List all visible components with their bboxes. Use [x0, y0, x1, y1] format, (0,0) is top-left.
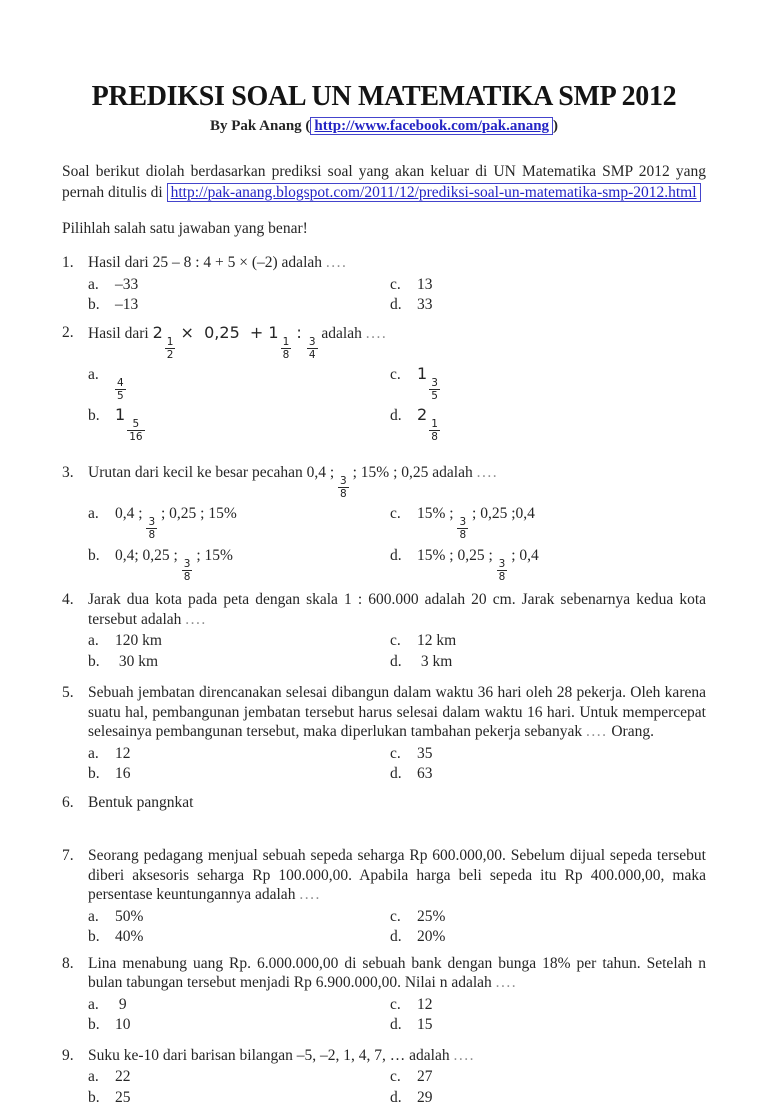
question-number: 8.: [62, 954, 74, 972]
dotted-blank: ....: [476, 463, 499, 481]
answer-options: [88, 907, 706, 948]
question-content: [88, 253, 706, 316]
dotted-blank: ....: [365, 324, 388, 342]
option-letter: b.: [88, 928, 100, 946]
answer-option-c: [390, 995, 706, 1016]
option-letter: a.: [88, 995, 99, 1013]
answer-option-c: [390, 275, 706, 296]
answer-option-b: [88, 652, 390, 673]
question-text: Lina menabung uang Rp. 6.000.000,00 di sebuah bank dengan bunga 18% per tahun. Setelah n bulan tabungan tersebut menjadi Rp 6.900.000,00. Nilai n adalah ....: [88, 954, 706, 992]
fraction: $\frac{3}{4}$: [308, 335, 316, 361]
question-content: [88, 793, 706, 813]
math-expression: [115, 364, 126, 402]
question-number: 1.: [62, 254, 74, 271]
option-value: 12: [115, 744, 131, 762]
option-letter: a.: [88, 907, 99, 925]
option-letter: d.: [390, 1016, 402, 1034]
option-value: 12 km: [417, 632, 457, 650]
question-item: [62, 954, 706, 1036]
option-value: 22: [115, 1068, 131, 1086]
option-value: 12: [417, 995, 433, 1013]
intro-paragraph: [62, 162, 706, 203]
byline-suffix: ): [553, 118, 559, 134]
option-letter: a.: [88, 275, 99, 293]
math-expression: [417, 363, 440, 402]
option-value: [115, 406, 145, 443]
answer-option-d: [390, 295, 706, 316]
fraction: $\frac{3}{8}$: [498, 558, 506, 584]
answer-option-a: [88, 907, 390, 928]
dotted-blank: ....: [453, 1046, 475, 1064]
question-content: [88, 846, 706, 948]
answer-option-b: [88, 544, 390, 586]
option-letter: b.: [88, 547, 100, 565]
fraction: $\frac{1}{8}$: [431, 417, 438, 443]
option-value: 9: [115, 995, 127, 1013]
dotted-blank: ....: [585, 723, 608, 741]
option-letter: a.: [88, 365, 99, 383]
question-item: [62, 590, 706, 672]
option-value: –13: [115, 296, 139, 313]
option-letter: b.: [88, 1088, 100, 1106]
answer-options: [88, 363, 706, 445]
question-item: [62, 463, 706, 586]
question-content: [88, 683, 706, 785]
option-value: 30 km: [115, 652, 159, 670]
fraction: $\frac{3}{8}$: [459, 516, 467, 542]
question-text: Seorang pedagang menjual sebuah sepeda seharga Rp 600.000,00. Sebelum dijual sepeda tersebut diberi aksesoris seharga Rp 100.000,00. Apabila harga beli sepeda itu Rp 400.000,00, maka persentase keuntungannya adalah ....: [88, 847, 706, 904]
answer-option-d: [390, 1015, 706, 1036]
question-list: [62, 253, 706, 1108]
question-content: [88, 590, 706, 672]
question-text: Hasil dari 25 – 8 : 4 + 5 × (–2) adalah ....: [88, 254, 348, 271]
option-letter: a.: [88, 1068, 99, 1086]
answer-options: [88, 744, 706, 785]
dotted-blank: ....: [185, 610, 207, 628]
option-letter: a.: [88, 505, 99, 522]
question-item: [62, 253, 706, 316]
page-title: PREDIKSI SOAL UN MATEMATIKA SMP 2012: [91, 81, 677, 112]
option-letter: d.: [390, 765, 402, 783]
option-letter: d.: [390, 1088, 402, 1106]
option-value: [417, 406, 440, 443]
question-content: [88, 954, 706, 1036]
option-letter: c.: [390, 632, 401, 650]
option-letter: c.: [390, 365, 401, 383]
answer-option-a: [88, 1067, 390, 1088]
option-letter: a.: [88, 632, 99, 650]
dotted-blank: ....: [495, 974, 518, 992]
question-text: Suku ke-10 dari barisan bilangan –5, –2, 1, 4, 7, … adalah ....: [88, 1046, 475, 1064]
option-letter: d.: [390, 928, 402, 946]
byline: [62, 116, 706, 136]
fraction: $\frac{5}{16}$: [129, 417, 143, 443]
answer-option-c: [390, 631, 706, 652]
option-value: 29: [417, 1088, 433, 1106]
intro-text: Soal berikut diolah berdasarkan prediksi soal yang akan keluar di UN Matematika SMP 2012 yang pernah ditulis di: [62, 163, 706, 201]
answer-options: [88, 631, 706, 672]
fraction-whole: 1: [417, 363, 428, 383]
answer-option-c: [390, 907, 706, 928]
answer-option-a: [88, 631, 390, 652]
fraction-whole: 1: [115, 404, 126, 424]
option-letter: a.: [88, 744, 99, 762]
option-value: 35: [417, 744, 433, 762]
question-item: [62, 846, 706, 948]
fraction: $\frac{3}{8}$: [183, 558, 191, 584]
answer-option-c: [390, 502, 706, 544]
question-item: [62, 793, 706, 813]
option-letter: b.: [88, 406, 100, 424]
answer-option-b: [88, 404, 390, 445]
option-value: 15% ; $\frac{3}{8}$ ; 0,25 ;0,4: [417, 505, 535, 542]
answer-option-a: [88, 995, 390, 1016]
option-letter: c.: [390, 275, 401, 293]
option-value: 10: [115, 1016, 131, 1034]
option-letter: d.: [390, 406, 402, 424]
option-value: 0,4 ; $\frac{3}{8}$ ; 0,25 ; 15%: [115, 505, 237, 542]
option-value: 25: [115, 1088, 131, 1106]
question-number: 4.: [62, 591, 74, 609]
option-letter: d.: [390, 547, 402, 565]
option-value: 13: [417, 275, 433, 293]
option-value: 0,4; 0,25 ; $\frac{3}{8}$ ; 15%: [115, 547, 233, 584]
option-letter: d.: [390, 296, 402, 313]
option-value: 20%: [417, 928, 446, 946]
fraction-whole: 1: [268, 322, 279, 342]
question-number: 9.: [62, 1046, 74, 1064]
question-text: Bentuk pangnkat: [88, 793, 194, 811]
question-item: [62, 323, 706, 445]
option-value: 40%: [115, 928, 144, 946]
answer-option-b: [88, 1088, 390, 1108]
math-expression: 2 $\frac{1}{2}$ × 0,25 + 1 $\frac{1}{8}$ : $\frac{3}{4}$: [152, 322, 316, 361]
answer-option-c: [390, 363, 706, 404]
option-letter: c.: [390, 995, 401, 1013]
option-letter: b.: [88, 1016, 100, 1034]
question-text: Urutan dari kecil ke besar pecahan 0,4 ; $\frac{3}{8}$ ; 15% ; 0,25 adalah ....: [88, 463, 499, 500]
question-number: 2.: [62, 323, 74, 341]
fraction-whole: 2: [417, 404, 428, 424]
byline-prefix: By Pak Anang (: [209, 118, 311, 134]
option-letter: c.: [390, 1068, 401, 1086]
answer-options: [88, 1067, 706, 1108]
question-text: Hasil dari 2 $\frac{1}{2}$ × 0,25 + 1 $\frac{1}{8}$ : $\frac{3}{4}$ adalah ....: [88, 322, 388, 361]
answer-option-a: [88, 502, 390, 544]
answer-options: [88, 995, 706, 1036]
dotted-blank: ....: [325, 254, 348, 271]
question-number: 3.: [62, 463, 74, 481]
question-number: 7.: [62, 847, 74, 865]
answer-option-c: [390, 744, 706, 765]
answer-option-b: [88, 927, 390, 948]
question-item: [62, 1046, 706, 1108]
option-value: 120 km: [115, 632, 162, 650]
answer-option-b: [88, 764, 390, 785]
answer-option-d: [390, 404, 706, 445]
math-expression: [115, 404, 145, 443]
option-value: 27: [417, 1068, 433, 1086]
answer-options: [88, 275, 706, 316]
option-value: 25%: [417, 907, 446, 925]
fraction: $\frac{3}{8}$: [340, 474, 347, 500]
option-letter: b.: [88, 652, 100, 670]
question-text: Jarak dua kota pada peta dengan skala 1 : 600.000 adalah 20 cm. Jarak sebenarnya kedua kota tersebut adalah ....: [88, 591, 706, 628]
option-value: [115, 365, 126, 402]
option-letter: b.: [88, 765, 100, 783]
answer-options: [88, 502, 706, 586]
answer-option-d: [390, 544, 706, 586]
option-value: 3 km: [417, 652, 453, 670]
option-value: 50%: [115, 907, 144, 925]
option-value: 33: [417, 296, 433, 313]
answer-option-d: [390, 652, 706, 673]
option-letter: b.: [88, 296, 100, 313]
option-letter: c.: [390, 505, 401, 522]
question-content: [88, 1046, 706, 1108]
question-content: [88, 463, 706, 586]
question-number: 5.: [62, 684, 74, 702]
answer-option-c: [390, 1067, 706, 1088]
answer-option-a: [88, 363, 390, 404]
answer-option-d: [390, 764, 706, 785]
option-letter: c.: [390, 907, 401, 925]
answer-option-a: [88, 275, 390, 296]
math-expression: [417, 404, 440, 443]
fraction: $\frac{3}{5}$: [431, 376, 438, 402]
fraction: $\frac{1}{8}$: [282, 335, 290, 361]
blogspot-link[interactable]: http://pak-anang.blogspot.com/2011/12/prediksi-soal-un-matematika-smp-2012.html: [167, 183, 701, 202]
fraction: $\frac{3}{8}$: [148, 516, 156, 542]
question-content: [88, 323, 706, 445]
question-number: 6.: [62, 793, 74, 811]
fraction: $\frac{1}{2}$: [166, 335, 174, 361]
question-item: [62, 683, 706, 785]
option-letter: d.: [390, 652, 402, 670]
option-letter: c.: [390, 744, 401, 762]
question-text: Sebuah jembatan direncanakan selesai dibangun dalam waktu 36 hari oleh 28 pekerja. Oleh karena suatu hal, pembangunan jembatan tersebut harus selesai dalam waktu 16 hari. Untuk mempercepat selesainya pembangunan tersebut, maka diperlukan tambahan pekerja sebanyak .... Orang.: [88, 684, 706, 741]
facebook-link[interactable]: http://www.facebook.com/pak.anang: [310, 117, 553, 135]
answer-option-d: [390, 927, 706, 948]
option-value: 63: [417, 765, 433, 783]
fraction: $\frac{4}{5}$: [117, 376, 124, 402]
answer-option-d: [390, 1088, 706, 1108]
option-value: –33: [115, 275, 139, 293]
fraction-whole: 2: [152, 322, 163, 342]
instruction-text: Pilihlah salah satu jawaban yang benar!: [62, 220, 308, 237]
answer-option-b: [88, 295, 390, 316]
option-value: [417, 365, 440, 402]
answer-option-a: [88, 744, 390, 765]
option-value: 15: [417, 1016, 433, 1034]
option-value: 16: [115, 765, 131, 783]
option-value: 15% ; 0,25 ; $\frac{3}{8}$ ; 0,4: [417, 547, 539, 584]
answer-option-b: [88, 1015, 390, 1036]
dotted-blank: ....: [299, 886, 321, 904]
